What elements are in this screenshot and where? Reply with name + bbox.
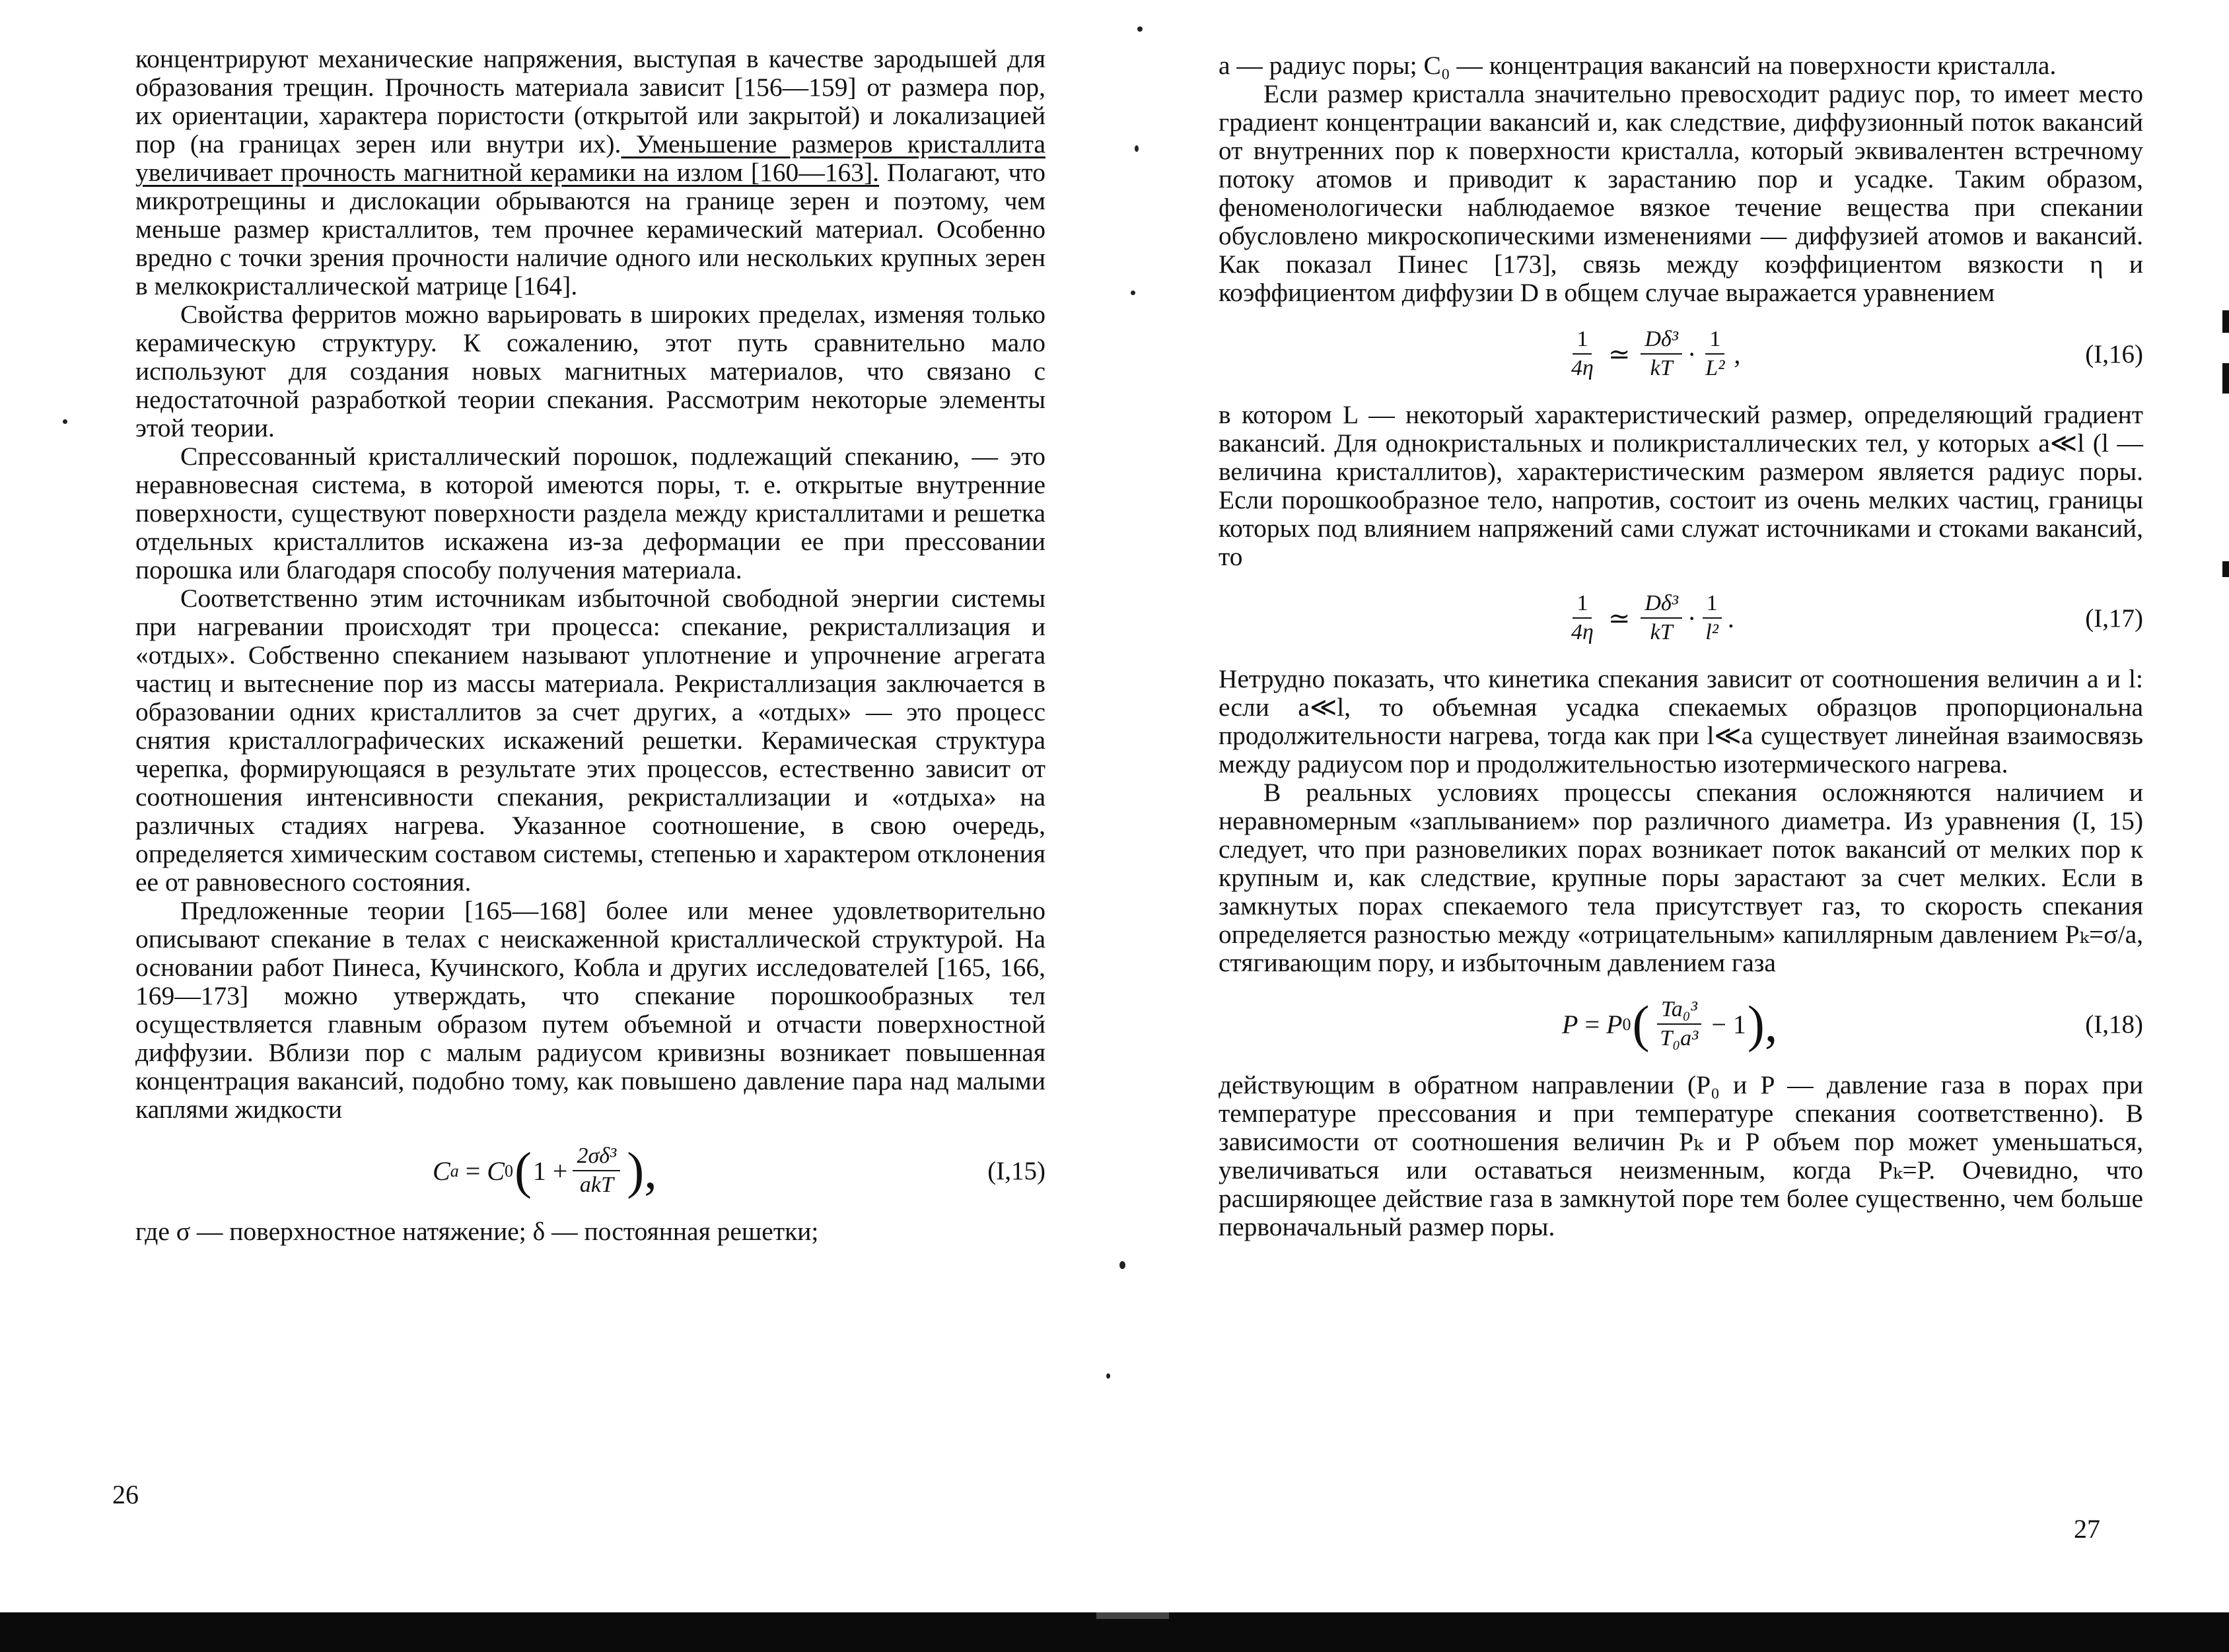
paragraph-text: Полагают, что микротрещины и дислокации обрываются на границе зерен и поэтому, чем меньше размер кристаллитов, тем прочнее керамический материал. Особенно вредно с точки зрения прочности наличие одного или нескольких крупных зерен в мелкокристаллической матрице [164]. bbox=[135, 158, 1045, 300]
scan-edge-mark bbox=[2222, 561, 2229, 577]
fraction-numerator: 1 bbox=[1705, 327, 1724, 355]
formula-symbol: P bbox=[1606, 1009, 1623, 1039]
fraction-numerator: Dδ³ bbox=[1641, 327, 1682, 355]
paragraph-text: концентрируют механические напряжения, выступая в качестве зародышей для образования трещин. Прочность материала зависит [156—159] от размера пор, их ориентации, характера пористости (открытой или закрытой) и локализацией пор (на границах зерен или внутри их). bbox=[135, 44, 1045, 158]
formula-I-18 bbox=[1219, 996, 2143, 1052]
formula-paren-close: ), bbox=[627, 1142, 657, 1199]
paragraph: Предложенные теории [165—168] более или менее удовлетворительно описывают спекание в телах с неискаженной кристаллической структурой. На основании работ Пинеса, Кучинского, Кобла и других исследователей [165, 166, 169—173] можно утверждать, что спекание порошкообразных тел осуществляется главным образом путем объемной и отчасти поверхностной диффузии. Вблизи пор с малым радиусом кривизны возникает повышенная концентрация вакансий, подобно тому, как повышено давление пара над малыми каплями жидкости bbox=[135, 896, 1045, 1124]
formula-term: − 1 bbox=[1711, 1009, 1746, 1039]
formula-operator: = bbox=[465, 1155, 481, 1186]
paragraph bbox=[135, 45, 1045, 300]
formula-fraction bbox=[1567, 591, 1598, 645]
fraction-denominator: akT bbox=[579, 1173, 614, 1197]
formula-expression bbox=[1562, 591, 1734, 645]
scan-edge-mark bbox=[2222, 363, 2229, 394]
formula-fraction bbox=[1701, 591, 1722, 645]
formula-fraction bbox=[1641, 591, 1682, 645]
fraction-denominator: l² bbox=[1705, 620, 1718, 644]
scan-bottom-edge bbox=[0, 1612, 2229, 1652]
scan-speck bbox=[1119, 1261, 1125, 1269]
scan-edge-highlight bbox=[1096, 1612, 1169, 1619]
fraction-numerator: Ta₀³ bbox=[1657, 997, 1701, 1025]
fraction-denominator: kT bbox=[1650, 356, 1673, 380]
scan-speck bbox=[63, 419, 67, 424]
formula-operator: · bbox=[1687, 603, 1697, 633]
underlined-sentence: Уменьшение размеров кристаллита увеличивает прочность магнитной керамики на излом [160—163]. bbox=[135, 129, 1045, 187]
right-page bbox=[1116, 0, 2229, 1652]
page-number: 26 bbox=[112, 1480, 139, 1509]
formula-fraction bbox=[573, 1144, 620, 1198]
formula-punctuation: . bbox=[1727, 603, 1734, 633]
formula-operator: ≃ bbox=[1608, 603, 1631, 633]
formula-subscript: 0 bbox=[504, 1161, 513, 1181]
paragraph: a — радиус поры; C₀ — концентрация вакансий на поверхности кристалла. bbox=[1219, 51, 2057, 80]
formula-symbol: P bbox=[1562, 1009, 1578, 1039]
formula-I-16 bbox=[1219, 326, 2143, 382]
formula-fraction bbox=[1656, 997, 1702, 1051]
fraction-denominator: 4η bbox=[1571, 356, 1594, 380]
paragraph: Если размер кристалла значительно превосходит радиус пор, то имеет место градиент концентрации вакансий и, как следствие, диффузионный поток вакансий от внутренних пор к поверхности кристалла, который эквивалентен встречному потоку атомов и приводит к зарастанию пор и усадке. Таким образом, феноменологически наблюдаемое вязкое течение вещества при спекании обусловлено микроскопическими изменениями — диффузией атомов и вакансий. Как показал Пинес [173], связь между коэффициентом вязкости η и коэффициентом диффузии D в общем случае выражается уравнением bbox=[1219, 79, 2143, 307]
equation-number: (I,16) bbox=[2085, 339, 2143, 368]
formula-expression bbox=[1562, 327, 1740, 381]
formula-expression bbox=[433, 1144, 658, 1198]
fraction-numerator: 2σδ³ bbox=[573, 1144, 620, 1171]
paragraph: Спрессованный кристаллический порошок, подлежащий спеканию, — это неравновесная система, в которой имеются поры, т. е. открытые внутренние поверхности, существуют поверхности раздела между кристаллитами и решетка отдельных кристаллитов искажена из-за деформации ее при прессовании порошка или благодаря способу получения материала. bbox=[135, 442, 1045, 584]
fraction-denominator: L² bbox=[1705, 356, 1725, 380]
formula-subscript: 0 bbox=[1622, 1014, 1631, 1034]
paragraph: В реальных условиях процессы спекания осложняются наличием и неравномерным «заплыванием» пор различного диаметра. Из уравнения (I, 15) следует, что при разновеликих порах возникает поток вакансий от мелких пор к крупным и, как следствие, крупные поры зарастают за счет мелких. Если в замкнутых порах спекаемого тела присутствует газ, то скорость спекания определяется разностью между «отрицательным» капиллярным давлением Pₖ=σ/a, стягивающим пору, и избыточным давлением газа bbox=[1219, 778, 2143, 977]
scan-speck bbox=[1137, 26, 1143, 32]
scan-speck bbox=[1135, 145, 1139, 152]
formula-term: 1 + bbox=[532, 1155, 568, 1186]
formula-fraction bbox=[1641, 327, 1682, 381]
fraction-denominator: T₀a³ bbox=[1660, 1026, 1699, 1050]
formula-paren: ( bbox=[514, 1142, 532, 1199]
right-text-column bbox=[1219, 52, 2143, 1241]
fraction-numerator: Dδ³ bbox=[1641, 591, 1682, 619]
left-text-column bbox=[135, 45, 1045, 1246]
scan-edge-mark bbox=[2222, 310, 2229, 333]
formula-fraction bbox=[1701, 327, 1728, 381]
fraction-denominator: kT bbox=[1650, 620, 1673, 644]
formula-symbol: C bbox=[487, 1155, 505, 1186]
formula-expression bbox=[1562, 997, 1779, 1051]
fraction-numerator: 1 bbox=[1573, 327, 1592, 355]
equation-number: (I,17) bbox=[2085, 603, 2143, 633]
formula-subscript: a bbox=[450, 1161, 459, 1181]
paragraph: Соответственно этим источникам избыточной свободной энергии системы при нагревании происходят три процесса: спекание, рекристаллизация и «отдых». Собственно спеканием называют уплотнение и упрочнение агрегата частиц и вытеснение пор из массы материала. Рекристаллизация заключается в образовании одних кристаллитов за счет других, а «отдых» — это процесс снятия кристаллографических искажений решетки. Керамическая структура черепка, формирующаяся в результате этих процессов, естественно зависит от соотношения интенсивности спекания, рекристаллизации и «отдыха» на различных стадиях нагрева. Указанное соотношение, в свою очередь, определяется химическим составом системы, степенью и характером отклонения ее от равновесного состояния. bbox=[135, 584, 1045, 897]
formula-fraction bbox=[1567, 327, 1598, 381]
formula-punctuation: , bbox=[1734, 339, 1741, 369]
equation-number: (I,15) bbox=[987, 1156, 1045, 1185]
formula-symbol: C bbox=[433, 1155, 450, 1186]
paragraph: где σ — поверхностное натяжение; δ — постоянная решетки; bbox=[135, 1217, 819, 1246]
fraction-denominator: 4η bbox=[1571, 620, 1594, 644]
paragraph: Нетрудно показать, что кинетика спекания зависит от соотношения величин a и l: если a≪l, то объемная усадка спекаемых образцов пропорциональна продолжительности нагрева, тогда как при l≪a существует линейная взаимосвязь между радиусом пор и продолжительностью изотермического нагрева. bbox=[1219, 664, 2143, 778]
scan-speck bbox=[1106, 1373, 1110, 1379]
scan-speck bbox=[1131, 291, 1135, 295]
paragraph: Свойства ферритов можно варьировать в широких пределах, изменяя только керамическую структуру. К сожалению, этот путь сравнительно мало используют для создания новых магнитных материалов, что связано с недостаточной разработкой теории спекания. Рассмотрим некоторые элементы этой теории. bbox=[135, 300, 1045, 442]
formula-operator: = bbox=[1584, 1009, 1600, 1039]
fraction-numerator: 1 bbox=[1573, 591, 1592, 619]
formula-paren-close: ), bbox=[1747, 995, 1778, 1052]
fraction-numerator: 1 bbox=[1703, 591, 1722, 619]
page-number: 27 bbox=[2074, 1514, 2100, 1544]
formula-paren: ( bbox=[1632, 995, 1650, 1052]
paragraph: в котором L — некоторый характеристический размер, определяющий градиент вакансий. Для однокристальных и поликристаллических тел, у которых a≪l (l — величина кристаллитов), характеристическим размером является радиус поры. Если порошкообразное тело, напротив, состоит из очень мелких частиц, границы которых под влиянием напряжений сами служат источниками и стоками вакансий, то bbox=[1219, 400, 2143, 571]
formula-operator: · bbox=[1687, 339, 1697, 369]
formula-I-15 bbox=[135, 1142, 1045, 1199]
equation-number: (I,18) bbox=[2085, 1010, 2143, 1039]
formula-I-17 bbox=[1219, 590, 2143, 646]
formula-operator: ≃ bbox=[1608, 339, 1631, 369]
paragraph: действующим в обратном направлении (P₀ и P — давление газа в порах при температуре прессования и при температуре спекания соответственно). В зависимости от соотношения величин Pₖ и P объем пор может уменьшаться, увеличиваться или оставаться неизменным, когда Pₖ=P. Очевидно, что расширяющее действие газа в замкнутой поре тем более существенно, чем больше первоначальный размер поры. bbox=[1219, 1070, 2144, 1241]
